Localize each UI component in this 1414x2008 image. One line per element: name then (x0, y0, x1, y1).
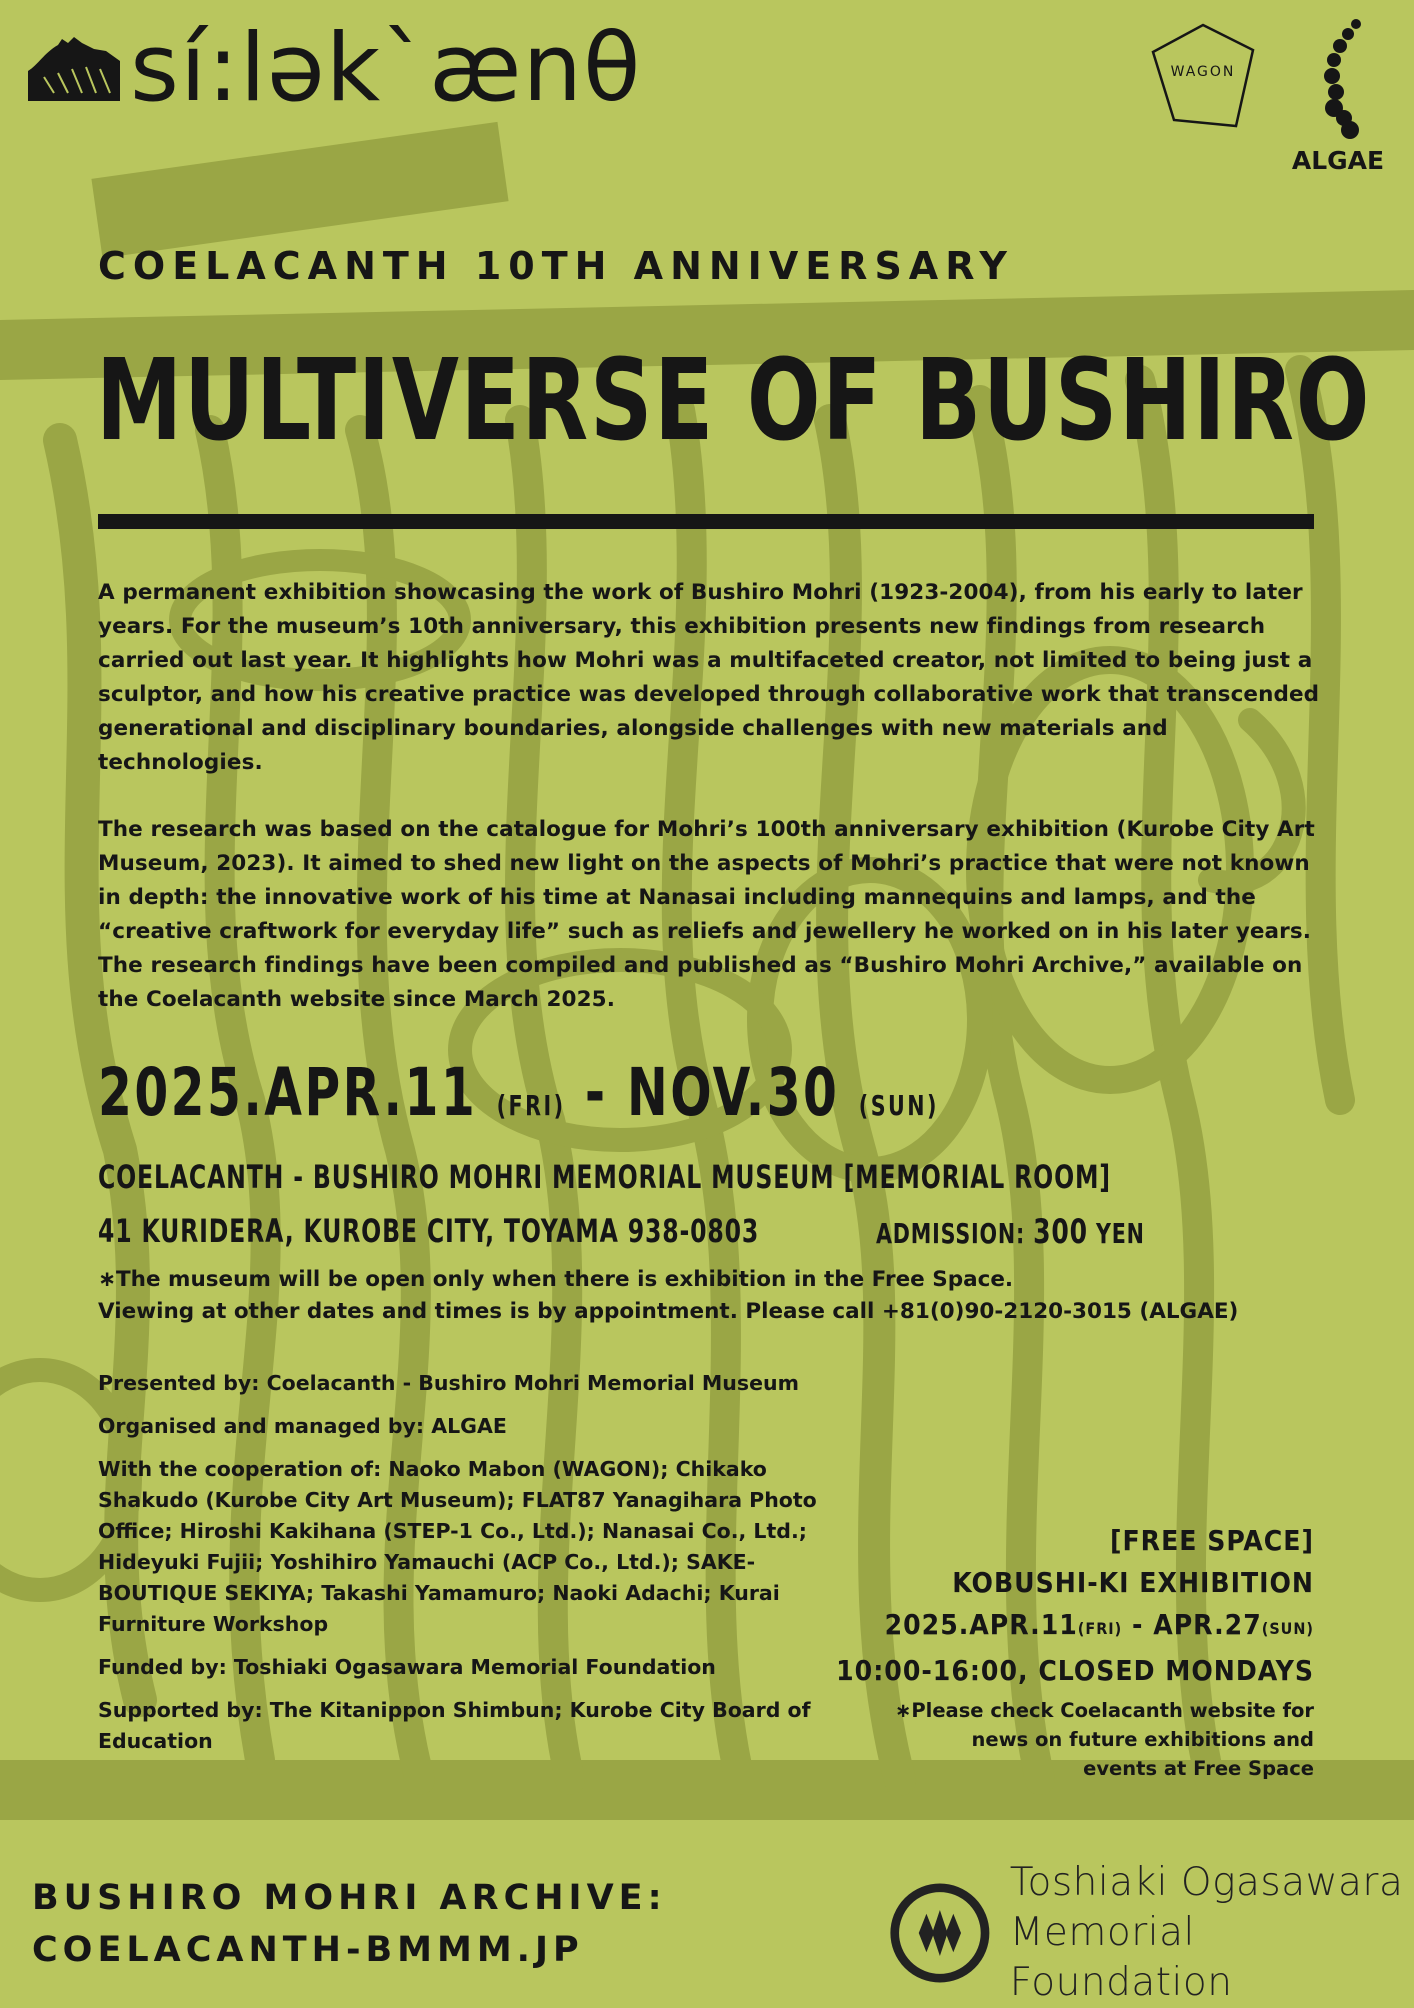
end-day: (SUN) (858, 1089, 939, 1122)
free-space-hours: 10:00-16:00, CLOSED MONDAYS (836, 1654, 1314, 1687)
venue-address: 41 KURIDERA, KUROBE CITY, TOYAMA 938-0803 (98, 1212, 760, 1250)
free-space-end: - APR.27 (1132, 1608, 1262, 1641)
start-day: (FRI) (496, 1089, 566, 1122)
admission (876, 1212, 1145, 1252)
logo-wordmark: sí:lək`ænθ (130, 14, 642, 123)
free-space-start-day: (FRI) (1077, 1619, 1123, 1638)
date-separator: - (584, 1054, 608, 1131)
exhibition-dates (98, 1054, 939, 1131)
coelacanth-logo (24, 14, 642, 123)
credit-organised: Organised and managed by: ALGAE (98, 1414, 507, 1438)
foundation-name (1010, 1858, 1414, 2008)
description-paragraph-1: A permanent exhibition showcasing the work of Bushiro Mohri (1923-2004), from his early to later years. For the museum’s 10th anniversary, this exhibition presents new findings from research carried out last year. It highlights how Mohri was a multifaceted creator, not limited to being just a sculptor, and how his creative practice was developed through collaborative work that transcended generational and disciplinary boundaries, alongside challenges with new materials and technologies. (98, 580, 1320, 775)
exhibition-subtitle: COELACANTH 10TH ANNIVERSARY (98, 244, 1014, 288)
archive-link[interactable] (32, 1872, 667, 1976)
free-space-heading: [FREE SPACE] (1109, 1524, 1314, 1557)
free-space-info (836, 1520, 1314, 1783)
credit-cooperation: With the cooperation of: Naoko Mabon (WAGON); Chikako Shakudo (Kurobe City Art Museum); FLAT87 Yanagihara Photo Office; Hiroshi Kakihana (STEP-1 Co., Ltd.); Nanasai Co., Ltd.; Hideyuki Fujii; Yoshihiro Yamauchi (ACP Co., Ltd.); SAKE-BOUTIQUE SEKIYA; Takashi Yamamuro; Naoki Adachi; Kurai Furniture Workshop (98, 1457, 817, 1636)
free-space-note: ∗Please check Coelacanth website for news on future exhibitions and events at Free Space (895, 1699, 1314, 1780)
free-space-dates (836, 1604, 1314, 1650)
algae-logo (1290, 18, 1386, 174)
archive-url[interactable]: COELACANTH-BMMM.JP (32, 1930, 584, 1970)
foundation-name-line-1: Toshiaki Ogasawara (1009, 1860, 1404, 1905)
fish-fossil-icon (24, 33, 124, 105)
credit-supported: Supported by: The Kitanippon Shimbun; Kurobe City Board of Education (98, 1698, 811, 1753)
title-divider (98, 514, 1314, 529)
end-date: NOV.30 (626, 1054, 840, 1131)
admission-label: ADMISSION: (876, 1217, 1026, 1250)
free-space-start: 2025.APR.11 (884, 1608, 1078, 1641)
wagon-label: WAGON (1170, 64, 1236, 80)
wagon-logo (1150, 22, 1256, 130)
credit-presented: Presented by: Coelacanth - Bushiro Mohri Memorial Museum (98, 1371, 799, 1395)
credit-funded: Funded by: Toshiaki Ogasawara Memorial Foundation (98, 1655, 716, 1679)
opening-note-line-2: Viewing at other dates and times is by appointment. Please call +81(0)90-2120-3015 (ALGAE) (98, 1299, 1239, 1324)
archive-label: BUSHIRO MOHRI ARCHIVE: (32, 1878, 667, 1918)
algae-dots-icon (1290, 18, 1386, 144)
algae-label: ALGAE (1291, 146, 1385, 175)
exhibition-title: MULTIVERSE OF BUSHIRO (96, 336, 1372, 466)
foundation-name-line-2: Memorial Foundation (1009, 1910, 1233, 2005)
opening-note-line-1: ∗The museum will be open only when there is exhibition in the Free Space. (98, 1267, 1014, 1292)
admission-value: 300 (1033, 1212, 1088, 1252)
opening-note (98, 1264, 1238, 1328)
credits (98, 1368, 838, 1769)
free-space-end-day: (SUN) (1261, 1619, 1314, 1638)
description-paragraph-2: The research was based on the catalogue for Mohri’s 100th anniversary exhibition (Kurobe City Art Museum, 2023). It aimed to shed new light on the aspects of Mohri’s practice that were not known in depth: the innovative work of his time at Nanasai including mannequins and lamps, and the “creative craftwork for everyday life” such as reliefs and jewellery he worked on in his later years. The research findings have been compiled and published as “Bushiro Mohri Archive,” available on the Coelacanth website since March 2025. (98, 817, 1315, 1012)
admission-unit: YEN (1095, 1217, 1145, 1250)
venue-name: COELACANTH - BUSHIRO MOHRI MEMORIAL MUSEUM [MEMORIAL ROOM] (98, 1158, 1111, 1196)
start-date: 2025.APR.11 (98, 1054, 478, 1131)
foundation-emblem-icon (888, 1879, 992, 1987)
free-space-title: KOBUSHI-KI EXHIBITION (952, 1566, 1314, 1599)
foundation-logo (888, 1858, 1414, 2008)
